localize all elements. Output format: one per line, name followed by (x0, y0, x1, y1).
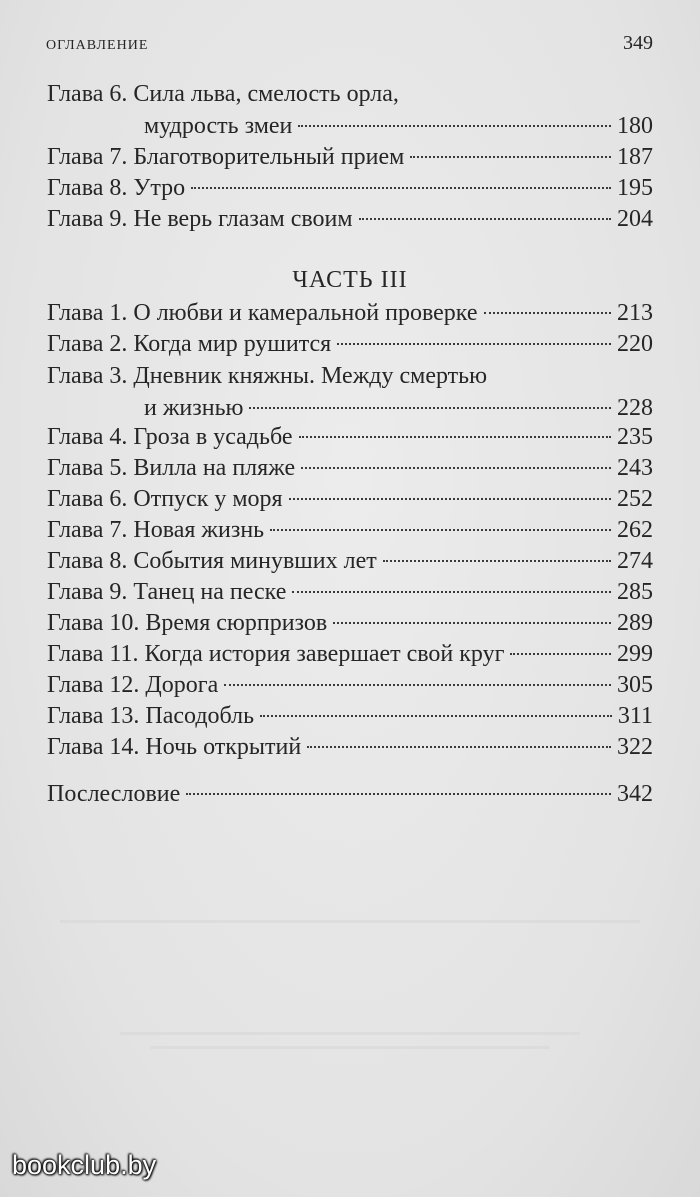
chapter-page: 243 (617, 455, 653, 481)
chapter-number: Глава 8. (47, 548, 128, 574)
chapter-number: Глава 7. (47, 144, 128, 170)
chapter-title: Ночь открытий (145, 734, 302, 760)
chapter-title: Отпуск у моря (133, 486, 283, 512)
chapter-title: О любви и камеральной проверке (133, 300, 478, 326)
bleed-through-line (120, 1032, 580, 1035)
dot-leader (292, 590, 611, 593)
afterword-title: Послесловие (47, 781, 181, 807)
bleed-through-line (150, 1046, 550, 1049)
page-number: 349 (623, 31, 653, 54)
chapter-number: Глава 12. (47, 672, 140, 698)
chapter-page: 187 (617, 144, 653, 170)
toc-entry-p3-ch8 (47, 545, 653, 577)
chapter-number: Глава 5. (47, 455, 128, 481)
chapter-number: Глава 1. (47, 300, 128, 326)
dot-leader (484, 311, 611, 314)
toc-entry-p3-ch12 (47, 669, 653, 701)
chapter-page: 180 (617, 113, 653, 139)
chapter-number: Глава 9. (47, 206, 128, 232)
afterword-page: 342 (617, 781, 653, 807)
chapter-title-line1: Сила льва, смелость орла, (133, 81, 399, 107)
watermark-logo: bookclub.by (12, 1150, 157, 1180)
dot-leader (410, 155, 611, 158)
chapter-number: Глава 3. (47, 363, 128, 389)
toc-entry-p3-ch7 (47, 514, 653, 546)
dot-leader (383, 559, 611, 562)
chapter-page: 311 (617, 703, 653, 729)
chapter-title-line2: и жизнью (144, 395, 244, 421)
chapter-page: 274 (617, 548, 653, 574)
chapter-number: Глава 14. (47, 734, 140, 760)
chapter-title: Гроза в усадьбе (133, 424, 293, 450)
toc-entry-p3-ch5 (47, 452, 653, 484)
chapter-title-line1: Дневник княжны. Между смертью (133, 363, 488, 389)
chapter-number: Глава 9. (47, 579, 128, 605)
chapter-title: Танец на песке (133, 579, 287, 605)
dot-leader (510, 652, 611, 655)
toc-entry-p2-ch6 (47, 78, 653, 142)
toc-entry-p3-ch4 (47, 421, 653, 453)
toc-entry-p2-ch8 (47, 172, 653, 204)
chapter-page: 213 (617, 300, 653, 326)
chapter-title: Не верь глазам своим (133, 206, 353, 232)
chapter-page: 235 (617, 424, 653, 450)
chapter-page: 289 (617, 610, 653, 636)
bleed-through-line (60, 920, 640, 923)
toc-entry-afterword (47, 778, 653, 810)
chapter-number: Глава 7. (47, 517, 128, 543)
toc-entry-p2-ch7 (47, 141, 653, 173)
dot-leader (191, 186, 611, 189)
chapter-title: Дорога (145, 672, 219, 698)
chapter-page: 220 (617, 331, 653, 357)
toc-entry-p2-ch9 (47, 203, 653, 235)
dot-leader (307, 745, 611, 748)
toc-entry-p3-ch11 (47, 638, 653, 670)
toc-entry-p3-ch1 (47, 297, 653, 329)
chapter-title: Пасодобль (145, 703, 255, 729)
chapter-page: 299 (617, 641, 653, 667)
chapter-number: Глава 6. (47, 486, 128, 512)
dot-leader (301, 466, 611, 469)
toc-entry-p3-ch13 (47, 700, 653, 732)
chapter-page: 228 (617, 395, 653, 421)
chapter-title: Время сюрпризов (145, 610, 328, 636)
chapter-title: Когда история завершает свой круг (144, 641, 505, 667)
page-header (46, 28, 653, 58)
dot-leader (260, 714, 612, 717)
toc-entry-p3-ch3 (47, 360, 653, 424)
dot-leader (298, 124, 611, 127)
dot-leader (249, 406, 611, 409)
chapter-title: Когда мир рушится (133, 331, 332, 357)
chapter-number: Глава 10. (47, 610, 140, 636)
dot-leader (299, 435, 611, 438)
dot-leader (270, 528, 611, 531)
chapter-title-line2: мудрость змеи (144, 113, 293, 139)
chapter-number: Глава 4. (47, 424, 128, 450)
dot-leader (333, 621, 611, 624)
chapter-page: 262 (617, 517, 653, 543)
toc-entry-p3-ch10 (47, 607, 653, 639)
dot-leader (359, 217, 611, 220)
running-title: оглавление (46, 31, 149, 54)
toc-entry-p3-ch2 (47, 328, 653, 360)
chapter-number: Глава 2. (47, 331, 128, 357)
chapter-page: 285 (617, 579, 653, 605)
chapter-number: Глава 6. (47, 81, 128, 107)
chapter-page: 252 (617, 486, 653, 512)
chapter-title: Благотворительный прием (133, 144, 405, 170)
chapter-title: Утро (133, 175, 186, 201)
chapter-title: Вилла на пляже (133, 455, 296, 481)
part-heading: ЧАСТЬ III (292, 267, 408, 293)
chapter-number: Глава 11. (47, 641, 139, 667)
toc-entry-p3-ch14 (47, 731, 653, 763)
chapter-page: 322 (617, 734, 653, 760)
chapter-page: 305 (617, 672, 653, 698)
toc-entry-p3-ch6 (47, 483, 653, 515)
dot-leader (337, 342, 611, 345)
toc-entry-p3-ch9 (47, 576, 653, 608)
dot-leader (289, 497, 611, 500)
dot-leader (186, 792, 611, 795)
chapter-number: Глава 13. (47, 703, 140, 729)
chapter-title: Новая жизнь (133, 517, 265, 543)
chapter-title: События минувших лет (133, 548, 377, 574)
chapter-page: 195 (617, 175, 653, 201)
chapter-page: 204 (617, 206, 653, 232)
dot-leader (224, 683, 611, 686)
chapter-number: Глава 8. (47, 175, 128, 201)
